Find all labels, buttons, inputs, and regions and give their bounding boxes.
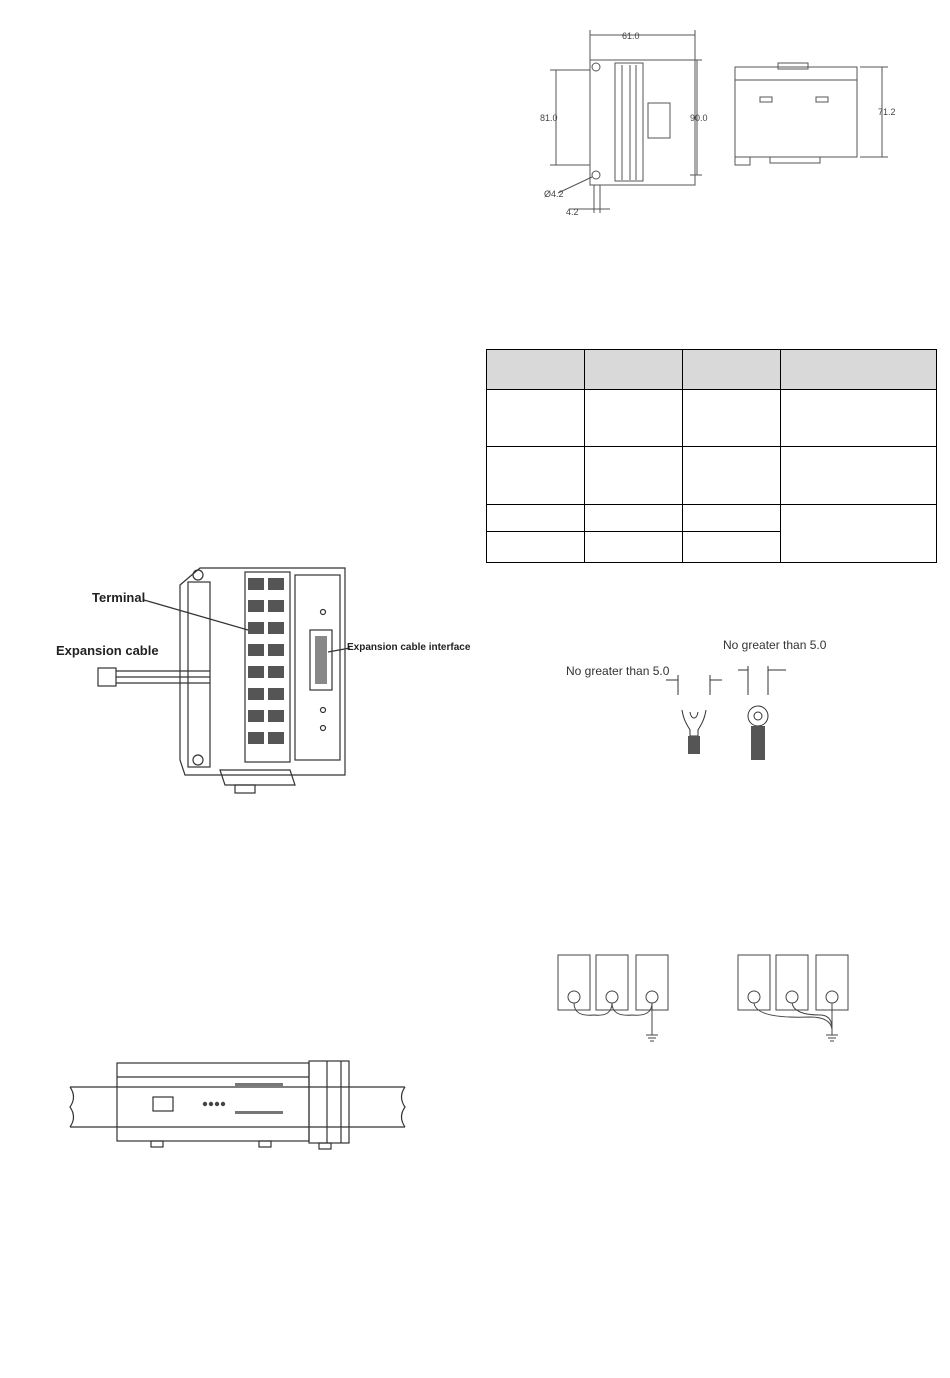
- table-cell: [585, 447, 683, 504]
- table-header-cell: [683, 350, 781, 390]
- left-limit-label: No greater than 5.0: [566, 664, 670, 678]
- grounding-figure: [550, 945, 860, 1055]
- spec-table: [486, 349, 937, 563]
- table-header-cell: [781, 350, 937, 390]
- table-cell: [585, 390, 683, 447]
- table-row: [487, 390, 937, 447]
- right-limit-label: No greater than 5.0: [723, 638, 827, 652]
- table-cell: [683, 390, 781, 447]
- fork-lug: [682, 710, 706, 736]
- table-cell-merged: [781, 504, 937, 562]
- table-cell: [683, 447, 781, 504]
- table-cell: [683, 504, 781, 531]
- table-header-row: [487, 350, 937, 390]
- table-cell: [683, 531, 781, 562]
- expansion-cable-label: Expansion cable: [56, 643, 159, 658]
- expansion-module: [309, 1061, 349, 1143]
- table-cell: [487, 531, 585, 562]
- terminal-lug-figure: [560, 630, 880, 770]
- din-rail-figure: [65, 1055, 415, 1155]
- expansion-cable-plug: [98, 668, 116, 686]
- right-height-dimension: 90.0: [690, 113, 708, 123]
- left-height-dimension: 81.0: [540, 113, 558, 123]
- table-header-cell: [585, 350, 683, 390]
- table-cell: [585, 531, 683, 562]
- width-dimension: 61.0: [622, 31, 640, 41]
- table-cell: [781, 447, 937, 504]
- table-row: [487, 447, 937, 504]
- table-row: [487, 504, 937, 531]
- table-header-cell: [487, 350, 585, 390]
- table-cell: [487, 390, 585, 447]
- module-figure: [50, 560, 475, 800]
- table-cell: [487, 504, 585, 531]
- controller-body: [117, 1063, 309, 1141]
- ring-lug: [748, 706, 768, 726]
- dimension-drawing: [530, 25, 910, 225]
- expansion-interface-label: Expansion cable interface: [347, 642, 471, 653]
- depth-dimension: 71.2: [878, 107, 896, 117]
- hole-dimension: Ø4.2: [544, 189, 564, 199]
- table-cell: [487, 447, 585, 504]
- offset-dimension: 4.2: [566, 207, 579, 217]
- terminal-label: Terminal: [92, 590, 146, 605]
- table-cell: [781, 390, 937, 447]
- table-cell: [585, 504, 683, 531]
